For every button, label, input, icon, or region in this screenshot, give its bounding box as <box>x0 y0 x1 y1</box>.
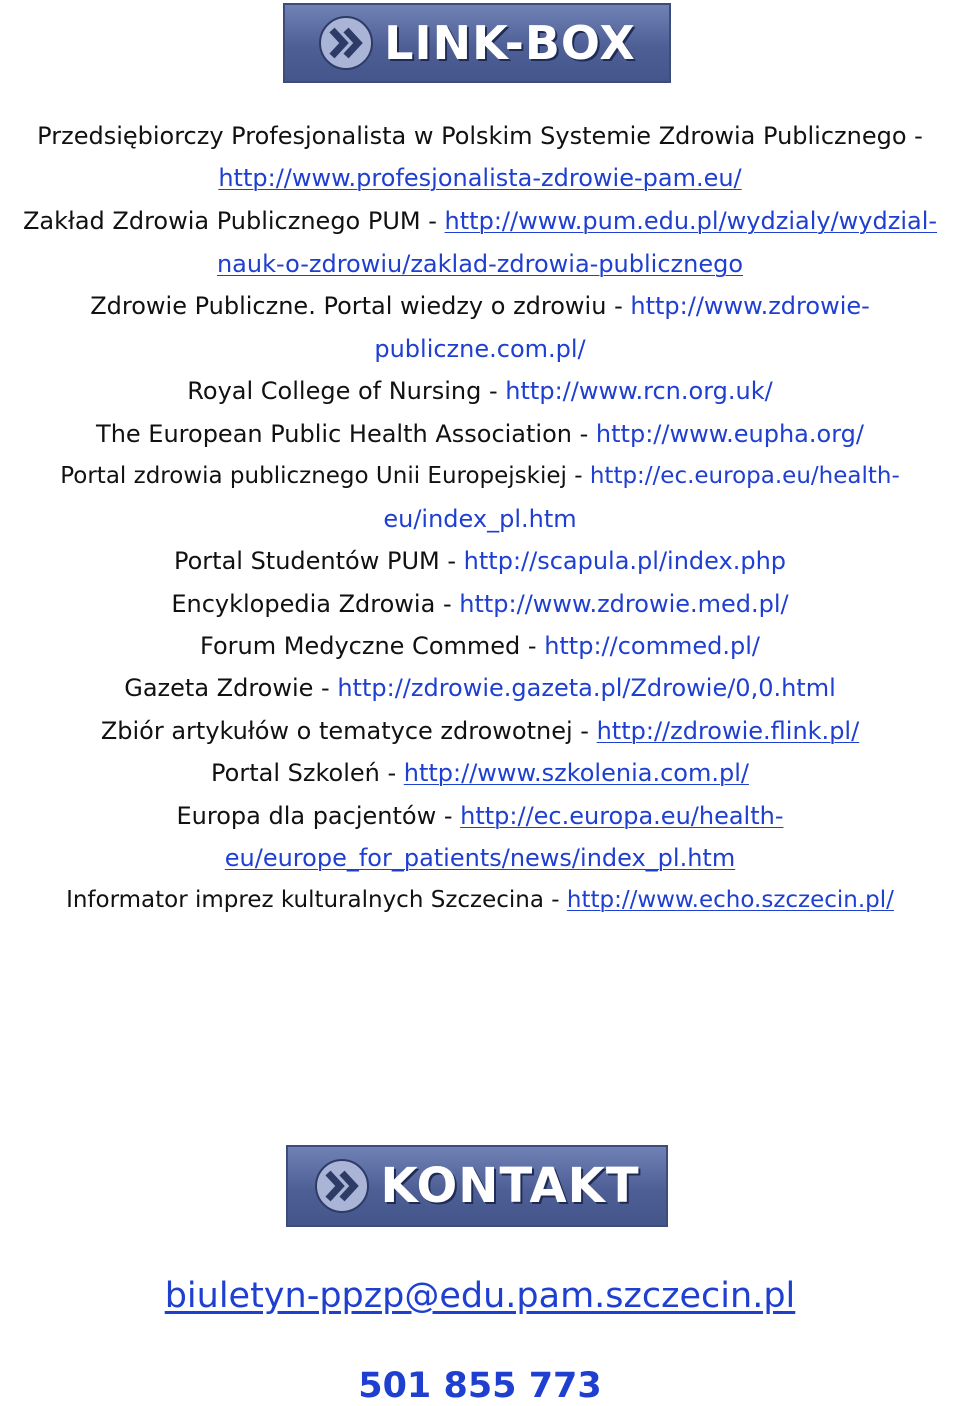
link-url[interactable]: http://www.profesjonalista-zdrowie-pam.eu/ <box>218 164 742 192</box>
link-url[interactable]: http://www.zdrowie.med.pl/ <box>459 590 789 618</box>
link-url[interactable]: http://www.zdrowie- <box>630 292 870 320</box>
list-item: Portal Szkoleń - http://www.szkolenia.com.pl/ <box>211 759 749 787</box>
list-item-url[interactable] <box>0 842 960 874</box>
double-chevron-icon <box>314 1158 370 1214</box>
banner-title: LINK-BOX <box>384 16 636 70</box>
list-item-url[interactable] <box>0 248 960 280</box>
link-url[interactable]: http://zdrowie.gazeta.pl/Zdrowie/0,0.html <box>337 674 836 702</box>
link-url[interactable]: http://commed.pl/ <box>544 632 760 660</box>
double-chevron-icon <box>318 15 374 71</box>
link-url[interactable]: http://ec.europa.eu/health- <box>460 802 784 830</box>
link-url[interactable]: http://scapula.pl/index.php <box>463 547 787 575</box>
link-url[interactable]: http://ec.europa.eu/health- <box>589 463 900 489</box>
list-item: The European Public Health Association - http://www.eupha.org/ <box>96 420 864 448</box>
list-item: Zakład Zdrowia Publicznego PUM - http://www.pum.edu.pl/wydzialy/wydzial- <box>22 207 938 235</box>
link-url[interactable]: nauk-o-zdrowiu/zaklad-zdrowia-publicznego <box>216 250 744 278</box>
list-item: Forum Medyczne Commed - http://commed.pl/ <box>200 632 760 660</box>
list-item: Zbiór artykułów o tematyce zdrowotnej - http://zdrowie.flink.pl/ <box>100 717 860 745</box>
link-url[interactable]: eu/europe_for_patients/news/index_pl.htm <box>224 844 736 872</box>
list-item: Encyklopedia Zdrowia - http://www.zdrowie.med.pl/ <box>171 590 789 618</box>
link-url[interactable]: publiczne.com.pl/ <box>374 335 586 363</box>
list-item: Zdrowie Publiczne. Portal wiedzy o zdrowiu - http://www.zdrowie- <box>90 292 870 320</box>
list-item: Portal zdrowia publicznego Unii Europejskiej - http://ec.europa.eu/health- <box>60 463 900 489</box>
contact-phone: 501 855 773 <box>358 1366 602 1406</box>
list-item-url[interactable] <box>0 503 960 535</box>
kontakt-banner <box>286 1145 668 1227</box>
list-item: Gazeta Zdrowie - http://zdrowie.gazeta.pl/Zdrowie/0,0.html <box>124 674 836 702</box>
list-item-url[interactable] <box>0 333 960 365</box>
link-url[interactable]: http://www.eupha.org/ <box>595 420 864 448</box>
list-item: Przedsiębiorczy Profesjonalista w Polskim Systemie Zdrowia Publicznego - <box>37 122 923 150</box>
link-url[interactable]: eu/index_pl.htm <box>383 505 577 533</box>
link-url[interactable]: http://zdrowie.flink.pl/ <box>596 717 860 745</box>
link-url[interactable]: http://www.echo.szczecin.pl/ <box>566 887 894 913</box>
list-item: Portal Studentów PUM - http://scapula.pl/index.php <box>173 547 787 575</box>
list-item: Europa dla pacjentów - http://ec.europa.eu/health- <box>176 802 784 830</box>
link-box-banner <box>283 3 671 83</box>
contact-email-link[interactable]: biuletyn-ppzp@edu.pam.szczecin.pl <box>164 1276 796 1316</box>
list-item-url[interactable] <box>0 162 960 194</box>
banner-title: KONTAKT <box>380 1158 640 1214</box>
list-item: Royal College of Nursing - http://www.rcn.org.uk/ <box>187 377 773 405</box>
list-item: Informator imprez kulturalnych Szczecina - http://www.echo.szczecin.pl/ <box>66 887 894 913</box>
link-url[interactable]: http://www.rcn.org.uk/ <box>505 377 773 405</box>
link-url[interactable]: http://www.pum.edu.pl/wydzialy/wydzial- <box>444 207 938 235</box>
link-url[interactable]: http://www.szkolenia.com.pl/ <box>403 759 749 787</box>
